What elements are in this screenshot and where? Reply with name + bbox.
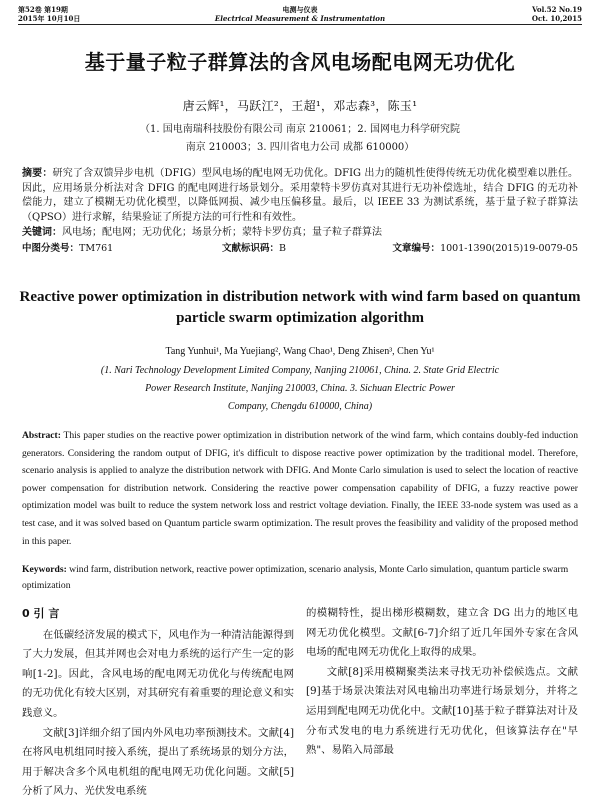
authors-en: Tang Yunhui¹, Ma Yuejiang², Wang Chao¹, Deng Zhisen³, Chen Yu¹ xyxy=(165,346,435,357)
volume-issue-en: Vol.52 No.19 xyxy=(532,5,582,14)
doc-code-value: B xyxy=(279,243,286,254)
clc-value: TM761 xyxy=(79,243,114,254)
date-cn: 2015年 10月10日 xyxy=(18,14,81,23)
body-paragraph: 的模糊特性，提出梯形模糊数，建立含 DG 出力的地区电网无功优化模型。文献[6-7]介绍了近几年国外专家在含风电场的配电网无功优化上取得的成果。 xyxy=(306,607,578,659)
abstract-en xyxy=(22,427,578,550)
affiliation-line: 南京 210003；3. 四川省电力公司 成都 610000） xyxy=(185,142,415,153)
journal-name-cn: 电测与仪表 xyxy=(282,5,318,14)
title-en: Reactive power optimization in distribution network with wind farm based on quantum particle swarm optimization algorithm xyxy=(19,289,581,326)
document-code xyxy=(222,240,286,254)
body-paragraph: 文献[3]详细介绍了国内外风电功率预测技术。文献[4]在将风电机组同时接入系统，提出了系统场景的划分方法，用于解决含多个风电机组的配电网无功优化问题。文献[5]分析了风力、光伏发电系统 xyxy=(22,726,294,798)
clc-number xyxy=(22,240,113,254)
keywords-en-label: Keywords: xyxy=(22,564,67,575)
affiliation-line: （1. 国电南瑞科技股份有限公司 南京 210061；2. 国网电力科学研究院 xyxy=(140,124,460,135)
affiliation-line: Company, Chengdu 610000, China) xyxy=(227,401,373,412)
keywords-cn xyxy=(22,226,578,241)
abstract-cn-text: 研究了含双馈异步电机（DFIG）型风电场的配电网无功优化。DFIG 出力的随机性使得传统无功优化模型难以胜任。因此，应用场景分析法对含 DFIG 的配电网进行场景划分。采用蒙特卡罗仿真对其进行无功补偿选址，结合 DFIG 的无功补偿能力，建立了模糊无功优化模型，以降低网损、减少电压偏移量。最后，以 IEEE 33 为测试系统，基于量子粒子群算法（QPSO）进行求解，结果验证了所提方法的可行性和有效性。 xyxy=(22,168,579,223)
affiliations-en xyxy=(0,362,600,416)
keywords-cn-label: 关键词： xyxy=(22,227,62,238)
keywords-en xyxy=(22,562,578,594)
body-right-column xyxy=(306,604,578,761)
journal-name-en: Electrical Measurement & Instrumentation xyxy=(214,14,386,23)
body-paragraph: 文献[8]采用模糊聚类法来寻找无功补偿候选点。文献[9]基于场景决策法对风电输出功率进行场景划分，并将之运用到配电网无功优化中。文献[10]基于粒子群算法对计及分布式发电的电力系统进行无功优化，但该算法存在"早熟"、易陷入局部最 xyxy=(306,665,578,757)
article-number-value: 1001-1390(2015)19-0079-05 xyxy=(440,243,578,254)
affiliation-line: Power Research Institute, Nanjing 210003, China. 3. Sichuan Electric Power xyxy=(145,383,455,394)
header-right xyxy=(532,5,582,23)
clc-label: 中图分类号： xyxy=(22,243,80,254)
abstract-cn-label: 摘要： xyxy=(22,168,53,179)
article-number xyxy=(393,240,578,254)
abstract-en-label: Abstract: xyxy=(22,430,61,441)
authors-cn: 唐云辉¹，马跃江²，王超¹，邓志森³，陈玉¹ xyxy=(182,99,418,113)
header-left xyxy=(18,5,80,23)
keywords-en-text: wind farm, distribution network, reactive power optimization, scenario analysis, Monte Carlo simulation, quantum particle swarm optimization xyxy=(22,564,569,591)
abstract-cn xyxy=(22,167,578,225)
affiliation-line: (1. Nari Technology Development Limited Company, Nanjing 210061, China. 2. State Grid Electric xyxy=(100,365,500,376)
keywords-cn-text: 风电场；配电网；无功优化；场景分析；蒙特卡罗仿真；量子粒子群算法 xyxy=(62,227,382,238)
affiliations-cn xyxy=(0,121,600,157)
header-center xyxy=(150,5,450,23)
body-paragraph: 在低碳经济发展的模式下，风电作为一种清洁能源得到了大力发展，但其并网也会对电力系统的运行产生一定的影响[1-2]。因此，含风电场的配电网无功优化与传统配电网的无功优化有较大区别，对其研究有着重要的理论意义和实践意义。 xyxy=(22,628,294,719)
section-heading: 0 引 言 xyxy=(22,607,60,620)
header-rule xyxy=(18,24,582,25)
volume-issue-cn: 第52卷 第19期 xyxy=(18,5,68,14)
article-number-label: 文章编号： xyxy=(392,243,441,254)
abstract-en-text: This paper studies on the reactive power optimization in distribution network of the wind farm, which contains doubly-fed induction generators. Considering the random output of DFIG, it's difficult to dispose reactive power optimization by the traditional model. Therefore, scenario analysis is applied to analyze the distribution network with DFIG. And Monte Carlo simulation is used to select the location of reactive power compensation for distribution network. Considering the reactive power compensation capability of DFIG, a fuzzy reactive power optimization model was built to reduce the system network loss and restrict voltage deviation. Finally, the IEEE 33-node system was used as a test case, and it was solved based on Quantum particle swarm optimization. The result proves the feasibility and validity of the proposed method in this paper. xyxy=(22,430,578,547)
date-en: Oct. 10,2015 xyxy=(531,14,582,23)
body-left-column xyxy=(22,604,294,802)
doc-code-label: 文献标识码： xyxy=(222,243,280,254)
title-cn: 基于量子粒子群算法的含风电场配电网无功优化 xyxy=(84,50,516,74)
